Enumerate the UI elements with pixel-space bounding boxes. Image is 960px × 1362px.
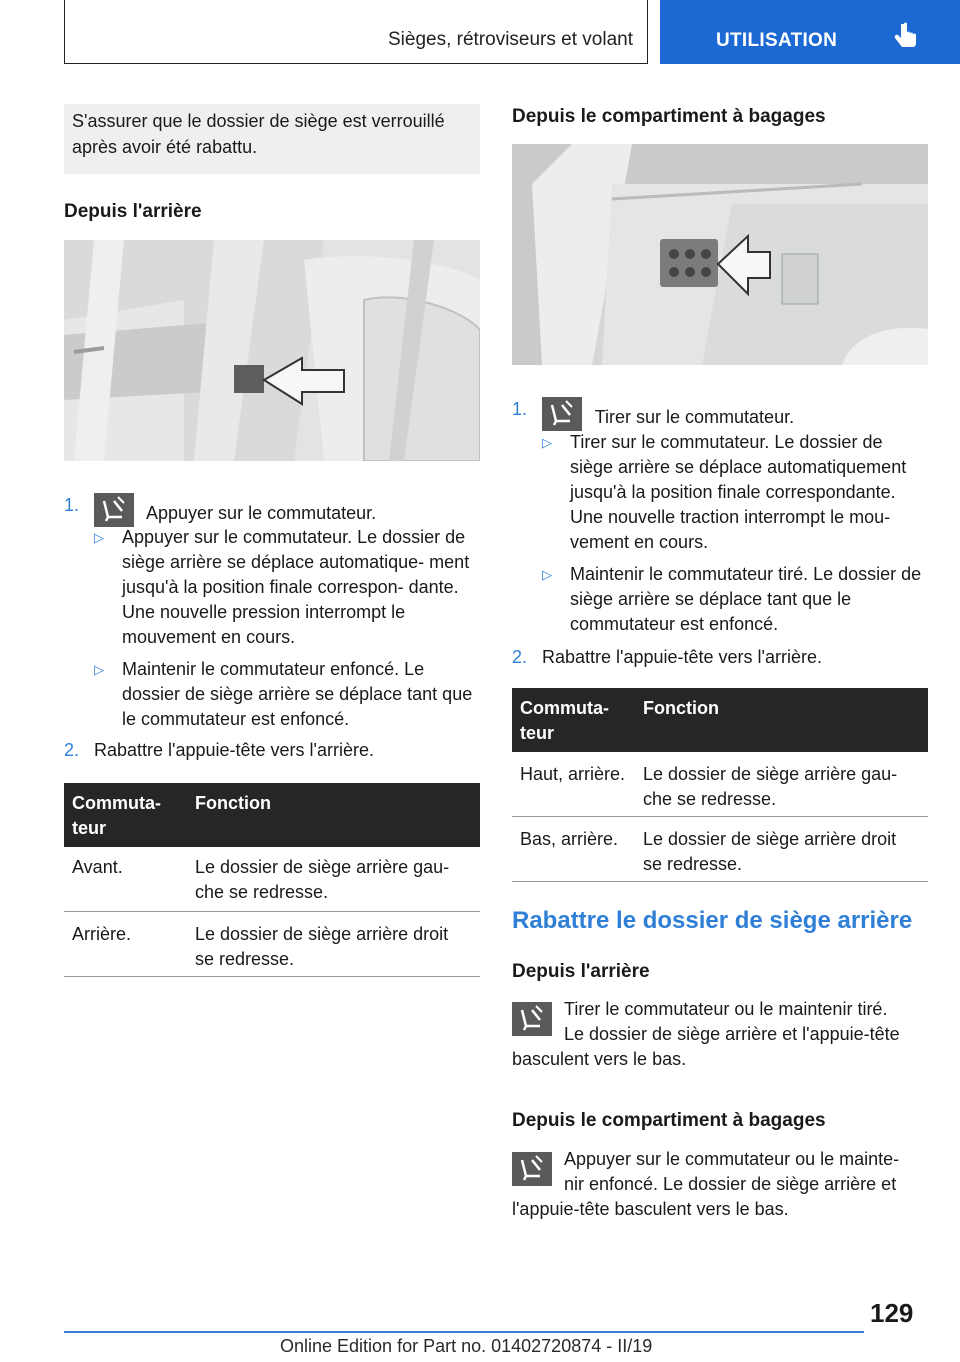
paragraph-line: Tirer le commutateur ou le maintenir tiré. <box>564 999 888 1019</box>
right-function-table <box>512 688 928 882</box>
table-cell: Le dossier de siège arrière gau- che se redresse. <box>195 857 450 902</box>
left-function-table <box>64 783 480 977</box>
right-bullet-2 <box>542 562 928 642</box>
left-bullet-1 <box>94 525 474 655</box>
rear-seat-illustration <box>64 240 480 461</box>
step-text: Appuyer sur le commutateur. <box>146 503 377 523</box>
header-cell: Commuta- teur <box>72 793 161 838</box>
table-cell: Bas, arrière. <box>520 829 619 849</box>
table-header <box>512 688 928 752</box>
paragraph-line: basculent vers le bas. <box>512 1049 687 1069</box>
section-title: Rabattre le dossier de siège arrière <box>512 907 913 934</box>
page-number: 129 <box>870 1298 914 1328</box>
bullet-text: Appuyer sur le commutateur. Le dossier de siège arrière se déplace automatique- ment jusqu'à la position finale correspon- dante. Une nouvelle pression interrompt le mouvement en cours. <box>122 527 470 647</box>
trunk-illustration <box>512 144 928 365</box>
seat-button-icon <box>512 1002 552 1036</box>
subhead-from-trunk: Depuis le compartiment à bagages <box>512 106 826 127</box>
subhead-from-rear: Depuis l'arrière <box>512 961 650 982</box>
step-text: Tirer sur le commutateur. <box>594 407 795 427</box>
subhead-from-trunk: Depuis le compartiment à bagages <box>512 1110 826 1131</box>
table-cell: Haut, arrière. <box>520 764 626 784</box>
right-bullet-1 <box>542 430 928 560</box>
table-cell: Arrière. <box>72 924 132 944</box>
table-cell: Le dossier de siège arrière gau- che se redresse. <box>643 764 898 809</box>
right-step-2 <box>512 645 928 673</box>
paragraph-line: l'appuie-tête basculent vers le bas. <box>512 1199 789 1219</box>
table-row <box>64 847 480 912</box>
step-number: 2. <box>512 647 528 667</box>
section-tab[interactable] <box>660 0 960 64</box>
info-note <box>64 104 480 174</box>
footer-divider <box>64 1331 864 1333</box>
triangle-bullet-icon: ▷ <box>542 435 552 450</box>
bullet-text: Maintenir le commutateur enfoncé. Le dossier de siège arrière se déplace tant que le commutateur est enfoncé. <box>122 659 473 729</box>
left-step-1 <box>64 493 480 523</box>
table-cell: Le dossier de siège arrière droit se redresse. <box>195 924 449 969</box>
left-step-2 <box>64 738 480 766</box>
section-tab-label: UTILISATION <box>716 30 838 51</box>
header-cell: Fonction <box>195 793 271 813</box>
paragraph-line: nir enfoncé. Le dossier de siège arrière et <box>564 1174 897 1194</box>
header-cell: Fonction <box>643 698 719 718</box>
paragraph-line: Le dossier de siège arrière et l'appuie-tête <box>564 1024 900 1044</box>
step-number: 1. <box>512 399 528 419</box>
chapter-title: Sièges, rétroviseurs et volant <box>387 29 633 50</box>
step-number: 2. <box>64 740 80 760</box>
bullet-text: Maintenir le commutateur tiré. Le dossier de siège arrière se déplace tant que le commutateur est enfoncé. <box>570 564 922 634</box>
header-frame <box>64 0 648 64</box>
table-row <box>64 912 480 977</box>
subhead-from-rear: Depuis l'arrière <box>64 201 202 222</box>
edition-note: Online Edition for Part no. 01402720874 - II/19 <box>280 1336 653 1356</box>
paragraph-line: Appuyer sur le commutateur ou le mainte- <box>564 1149 900 1169</box>
right-step-1 <box>512 397 928 427</box>
header-cell: Commuta- teur <box>520 698 609 743</box>
step-text: Rabattre l'appuie-tête vers l'arrière. <box>94 740 375 760</box>
left-bullet-2 <box>94 657 474 737</box>
table-row <box>512 817 928 882</box>
table-header <box>64 783 480 847</box>
triangle-bullet-icon: ▷ <box>94 530 104 545</box>
triangle-bullet-icon: ▷ <box>94 662 104 677</box>
table-row <box>512 752 928 817</box>
hand-pointer-icon <box>892 22 918 57</box>
step-number: 1. <box>64 495 80 515</box>
seat-button-icon <box>94 493 134 527</box>
table-cell: Avant. <box>72 857 123 877</box>
seat-button-icon <box>542 397 582 431</box>
table-cell: Le dossier de siège arrière droit se redresse. <box>643 829 897 874</box>
step-text: Rabattre l'appuie-tête vers l'arrière. <box>542 647 823 667</box>
bullet-text: Tirer sur le commutateur. Le dossier de siège arrière se déplace automatiquement jusqu'à la position finale correspondante. Une nouvelle traction interrompt le mou- vement en cours. <box>570 432 907 552</box>
info-note-text: S'assurer que le dossier de siège est verrouillé après avoir été rabattu. <box>72 111 445 157</box>
seat-button-icon <box>512 1152 552 1186</box>
triangle-bullet-icon: ▷ <box>542 567 552 582</box>
